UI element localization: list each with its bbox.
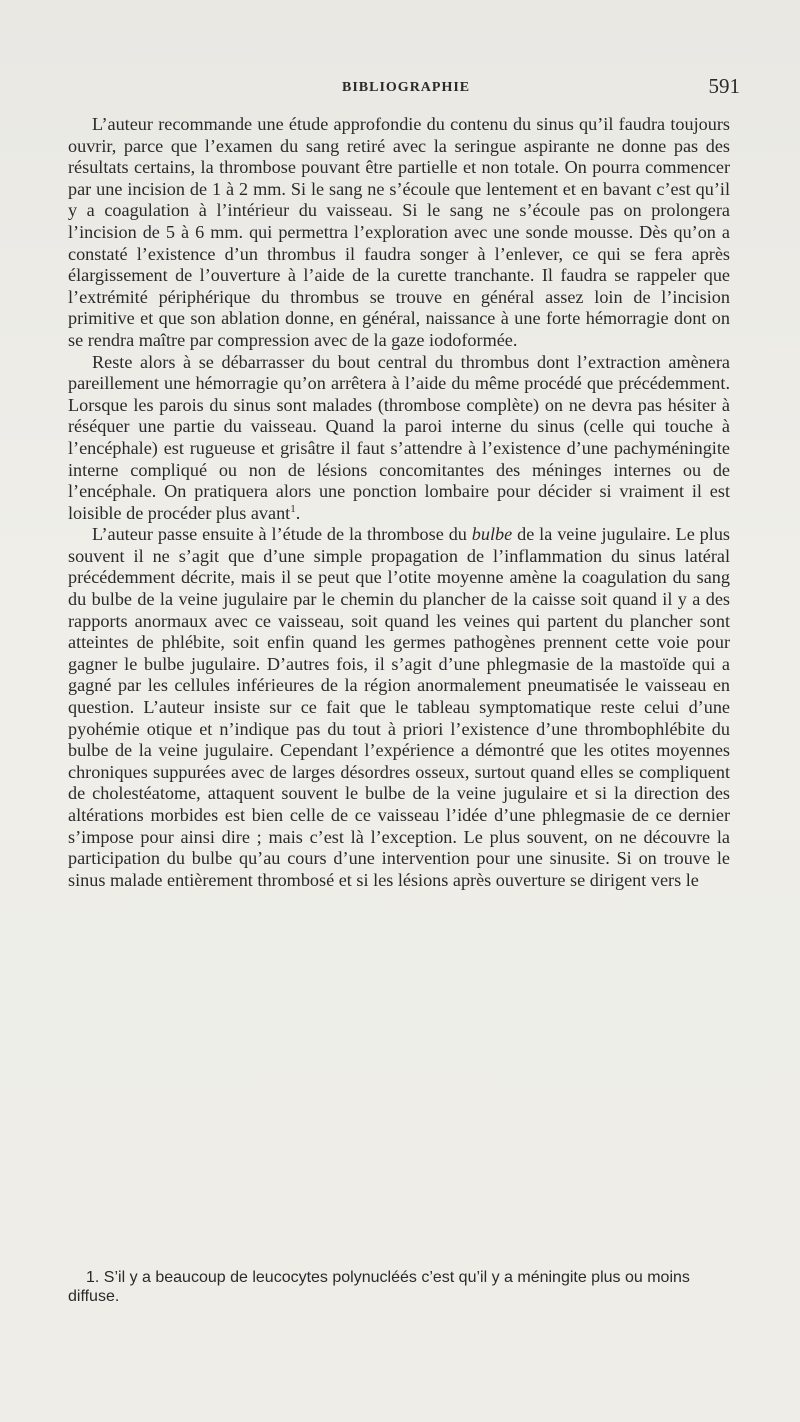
- paragraph-2: [68, 352, 730, 525]
- paragraph-3: [68, 524, 730, 891]
- paragraph-2-text: Reste alors à se débarrasser du bout central du thrombus dont l’extraction amènera pareillement une hémorragie qu’on arrêtera à l’aide du même procédé que précédemment. Lorsque les parois du sinus sont malades (thrombose complète) on ne devra pas hésiter à réséquer une partie du vaisseau. Quand la paroi interne du sinus (celle qui touche à l’encéphale) est rugueuse et grisâtre il faut s’attendre à l’existence d’une pachyméningite interne compliqué ou non de lésions concomitantes des méninges internes ou de l’encéphale. On pratiquera alors une ponction lombaire pour décider si vraiment il est loisible de procéder plus avant: [68, 351, 730, 523]
- paragraph-1: L’auteur recommande une étude approfondie du contenu du sinus qu’il faudra toujours ouvrir, parce que l’examen du sang retiré avec la seringue aspirante ne donne pas des résultats certains, la thrombose pouvant être partielle et non totale. On pourra commencer par une incision de 1 à 2 mm. Si le sang ne s’écoule que lentement et en bavant c’est qu’il y a coagulation à l’intérieur du vaisseau. Si le sang ne s’écoule pas on prolongera l’incision de 5 à 6 mm. qui permettra l’exploration avec une sonde mousse. Dès qu’on a constaté l’existence d’un thrombus il faudra songer à l’enlever, ce qui se fera après élargissement de l’ouverture à l’aide de la curette tranchante. Il faudra se rappeler que l’extrémité périphérique du thrombus se trouve en général assez loin de l’incision primitive et que son ablation donne, en général, naissance à une forte hémorragie dont on se rendra maître par compression avec de la gaze iodoformée.: [68, 114, 730, 350]
- paragraph-3-rest: de la veine jugulaire. Le plus souvent il ne s’agit que d’une simple propagation de l’inflammation du sinus latéral précédemment décrite, mais il se peut que l’otite moyenne amène la coagulation du sang du bulbe de la veine jugulaire par le chemin du plancher de la caisse soit quand il y a des rapports anormaux avec ce vaisseau, soit quand les veines qui partent du plancher sont atteintes de phlébite, soit enfin quand les germes pathogènes prennent cette voie pour gagner le bulbe jugulaire. D’autres fois, il s’agit d’une phlegmasie de la mastoïde qui a gagné par les cellules inférieures de la région anormalement pneumatisée le vaisseau en question. L’auteur insiste sur ce fait que le tableau symptomatique reste celui d’une pyohémie otique et n’indique pas du tout à priori l’existence d’une thrombophlébite du bulbe de la veine jugulaire. Cependant l’expérience a démontré que les otites moyennes chroniques suppurées avec de larges désordres osseux, surtout quand elles se compliquent de cholestéatome, attaquent souvent le bulbe de la veine jugulaire et si la direction des altérations morbides est bien celle de ce vaisseau l’idée d’une phlegmasie de ce dernier s’impose pour ainsi dire ; mais c’est là l’exception. Le plus souvent, on ne découvre la participation du bulbe qu’au cours d’une intervention pour une sinusite. Si on trouve le sinus malade entièrement thrombosé et si les lésions après ouverture se dirigent vers le: [68, 524, 730, 890]
- footnote-text: 1. S’il y a beaucoup de leucocytes polynucléés c’est qu’il y a méningite plus ou moins diffuse.: [68, 1269, 690, 1305]
- paragraph-3-italic: bulbe: [471, 524, 513, 545]
- paragraph-3-start: L’auteur passe ensuite à l’étude de la thrombose du: [92, 524, 472, 545]
- page-header: [68, 74, 740, 100]
- footnote-marker: 1: [290, 502, 296, 515]
- page-number: 591: [708, 74, 740, 98]
- footnote: [68, 1268, 730, 1306]
- paragraph-2-end: .: [295, 502, 301, 523]
- body-text: [68, 114, 730, 891]
- running-head: BIBLIOGRAPHIE: [342, 80, 471, 95]
